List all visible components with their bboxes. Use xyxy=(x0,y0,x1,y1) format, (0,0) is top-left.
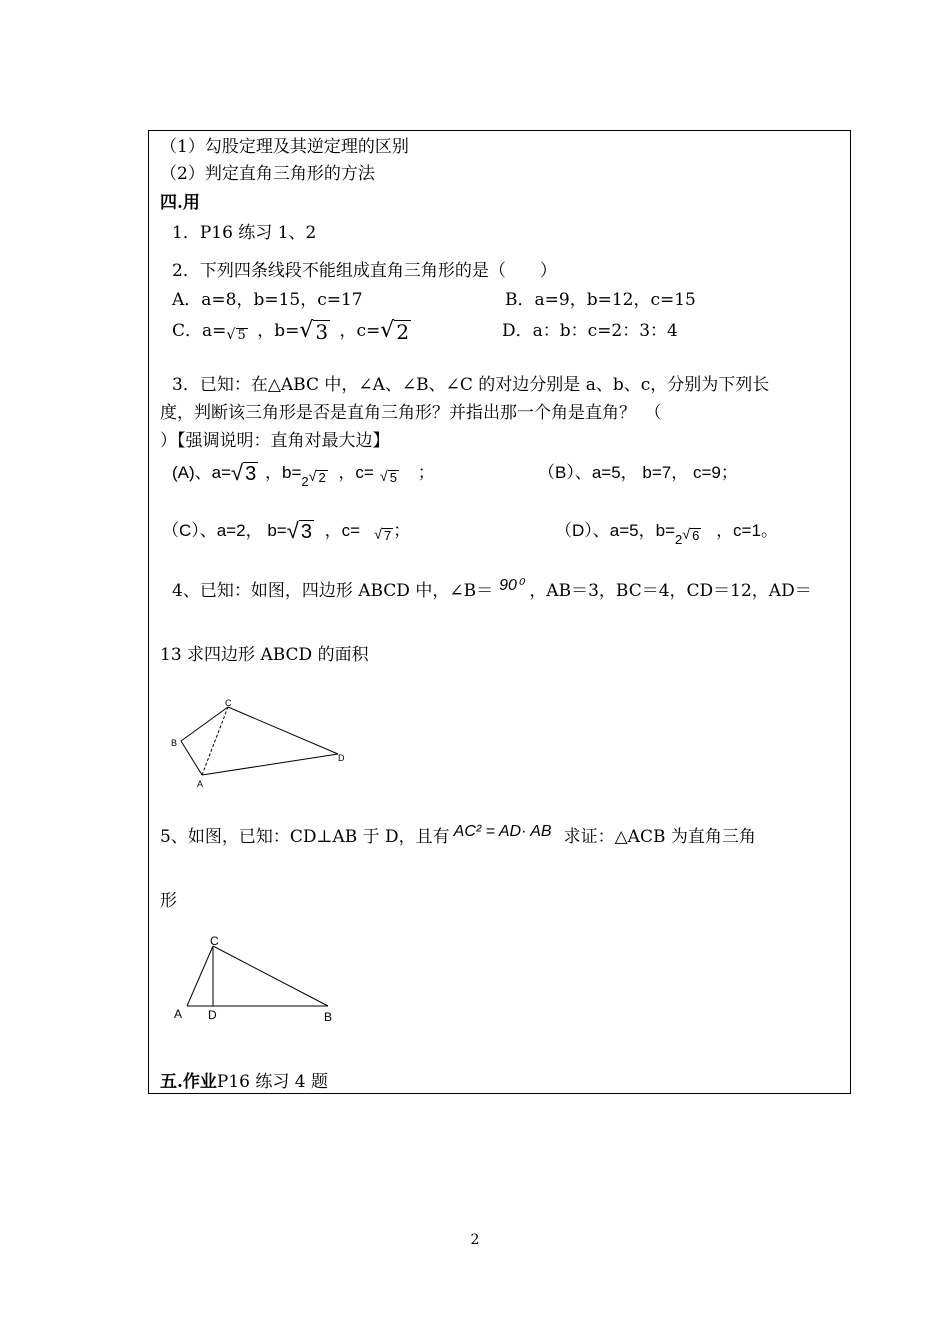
sqrt-5: √ 5 xyxy=(379,469,397,485)
edge-d-a xyxy=(202,754,338,775)
question-5-line-2: 形 xyxy=(160,891,177,911)
edge-c-b xyxy=(213,946,328,1006)
q4-text-a: 4、已知：如图，四边形 ABCD 中，∠B＝ xyxy=(172,581,494,601)
label-b: B xyxy=(171,738,178,748)
q3-c-end: ； xyxy=(393,521,411,541)
edge-b-c xyxy=(181,707,228,741)
angle-90: 90⁰ xyxy=(499,577,524,594)
q5-text-b: 求证：△ACB 为直角三角 xyxy=(563,827,756,847)
question-3-option-c xyxy=(162,520,410,543)
edge-a-c xyxy=(187,946,213,1006)
sqrt-3: √ 3 xyxy=(299,318,329,345)
question-3-line-1: 3．已知：在△ABC 中，∠A、∠B、∠C 的对边分别是 a、b、c，分别为下列长 xyxy=(172,375,770,395)
question-4-line-1 xyxy=(172,577,812,603)
question-1: 1．P16 练习 1、2 xyxy=(172,223,317,243)
q4-text-b: ，AB＝3，BC＝4，CD＝12，AD＝ xyxy=(529,581,812,601)
sqrt-2: √ 2 xyxy=(308,469,326,485)
edge-a-b xyxy=(181,741,202,775)
edge-c-d xyxy=(228,707,338,754)
question-2-option-c xyxy=(172,320,411,343)
question-2-option-b: B．a=9，b=12，c=15 xyxy=(505,290,696,310)
section-4-heading: 四.用 xyxy=(160,193,200,213)
q3-a-prefix: (A)、a= xyxy=(172,463,232,483)
diagonal-a-c xyxy=(202,707,228,775)
option-c-prefix: C．a= xyxy=(172,321,227,342)
section-5-text: P16 练习 4 题 xyxy=(216,1072,329,1092)
question-2-option-a: A．a=8，b=15，c=17 xyxy=(172,290,363,310)
label-c: C xyxy=(225,698,232,708)
q3-d-end: ，c=1。 xyxy=(716,521,778,541)
q3-d-prefix: （D）、a=5，b= xyxy=(555,521,675,541)
question-3-option-b: （B）、a=5， b=7， c=9； xyxy=(538,463,738,482)
option-c-b-label: ，b= xyxy=(257,321,300,342)
question-3-option-d xyxy=(555,520,778,548)
option-c-c-label: ，c= xyxy=(339,321,381,342)
label-b: B xyxy=(324,1010,333,1024)
sqrt-2: √ 2 xyxy=(380,318,410,345)
label-a: A xyxy=(174,1007,183,1021)
label-d: D xyxy=(338,753,345,763)
q3-c-c-label: ，c= xyxy=(324,521,361,541)
page-number: 2 xyxy=(470,1232,480,1248)
q3-a-c-label: ，c= xyxy=(338,463,374,483)
right-triangle-figure xyxy=(168,933,348,1028)
label-d: D xyxy=(208,1008,217,1022)
section-5-heading: 五.作业 xyxy=(160,1072,217,1092)
q3-d-b-coef: 2 xyxy=(675,532,683,548)
label-a: A xyxy=(197,779,204,789)
formula: AC² = AD· AB xyxy=(453,823,552,840)
question-3-option-a xyxy=(172,460,435,490)
question-4-line-2: 13 求四边形 ABCD 的面积 xyxy=(160,645,369,665)
q3-a-b-label: ，b= xyxy=(264,463,302,483)
question-3-line-3: ）【强调说明：直角对最大边】 xyxy=(160,431,390,451)
sqrt-5: √ 5 xyxy=(226,327,246,343)
question-5-line-1 xyxy=(160,823,756,849)
q5-text-a: 5、如图，已知：CD⊥AB 于 D，且有 xyxy=(160,827,450,847)
q3-c-prefix: （C）、a=2， b= xyxy=(162,521,287,541)
section-5 xyxy=(160,1071,328,1093)
sqrt-7: √ 7 xyxy=(374,527,392,543)
question-2-stem: 2．下列四条线段不能组成直角三角形的是（ ） xyxy=(172,261,557,281)
label-c: C xyxy=(210,934,219,948)
sqrt-3: √ 3 xyxy=(231,460,257,486)
question-2-option-d: D．a：b：c=2：3：4 xyxy=(502,321,678,341)
quadrilateral-figure xyxy=(168,695,358,795)
q3-a-b-coef: 2 xyxy=(301,474,309,490)
sqrt-3: √ 3 xyxy=(286,518,312,544)
question-3-line-2: 度，判断该三角形是否是直角三角形？并指出那一个角是直角？ （ xyxy=(160,403,662,423)
q3-a-end: ； xyxy=(417,463,435,483)
review-item-2: （2）判定直角三角形的方法 xyxy=(160,164,375,184)
review-item-1: （1）勾股定理及其逆定理的区别 xyxy=(160,137,409,157)
sqrt-6: √ 6 xyxy=(682,527,700,543)
